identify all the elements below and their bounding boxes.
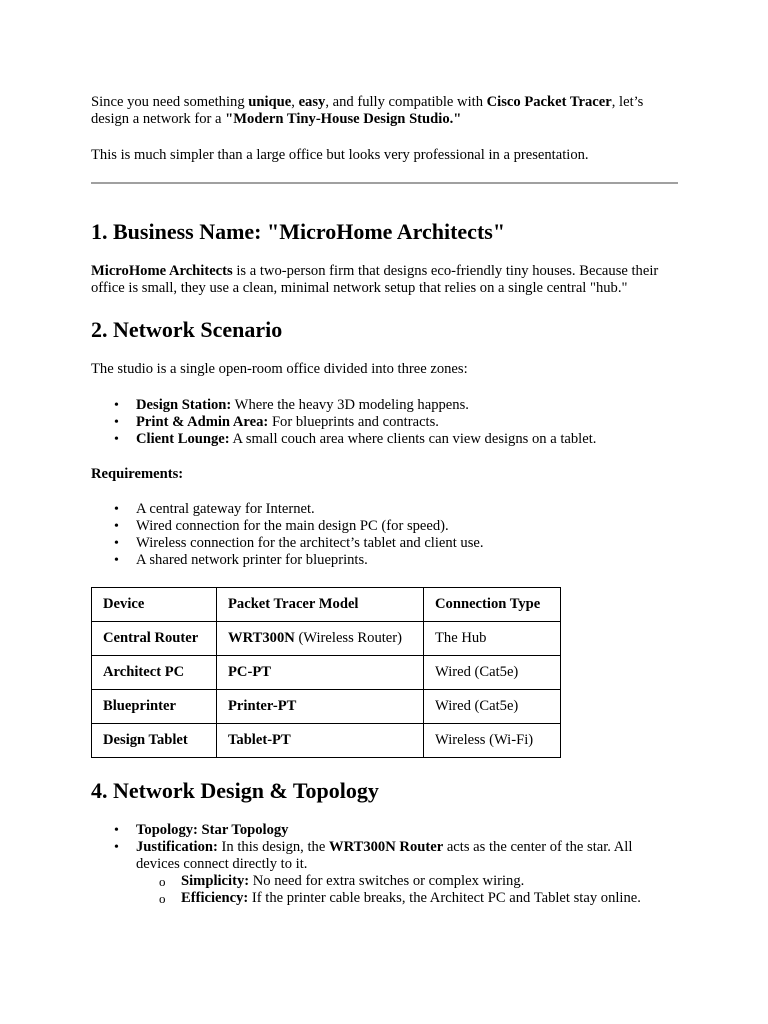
- zone-text: For blueprints and contracts.: [268, 414, 439, 430]
- table-header-cell: [424, 588, 561, 622]
- table-cell: [92, 724, 217, 758]
- device-name: Central Router: [103, 630, 199, 646]
- device-model: Tablet-PT: [228, 732, 291, 748]
- requirements-heading: Requirements:: [91, 466, 184, 482]
- sub-text: No need for extra switches or complex wiring.: [249, 873, 525, 889]
- list-item: [181, 890, 678, 907]
- intro-note: This is much simpler than a large office but looks very professional in a presentation.: [91, 147, 589, 163]
- table-cell: The Hub: [424, 622, 561, 656]
- table-cell: [92, 656, 217, 690]
- section-heading-network-design: 4. Network Design & Topology: [91, 778, 379, 803]
- table-header-row: [92, 588, 561, 622]
- zone-label: Client Lounge:: [136, 431, 230, 447]
- table-cell: [217, 690, 424, 724]
- table-header-cell: [217, 588, 424, 622]
- table-cell: [217, 622, 424, 656]
- header-device: Device: [103, 596, 145, 612]
- scenario-intro: The studio is a single open-room office divided into three zones:: [91, 361, 468, 377]
- table-row: [92, 656, 561, 690]
- list-item: [136, 431, 678, 448]
- requirements-label: [91, 466, 678, 483]
- business-description: [91, 263, 678, 297]
- zone-text: A small couch area where clients can view designs on a tablet.: [229, 431, 597, 447]
- topology-list: [91, 822, 678, 907]
- topology-label: Topology: Star Topology: [136, 822, 289, 838]
- intro-unique: unique: [248, 94, 292, 110]
- justification-sublist: [136, 873, 678, 907]
- list-item: [136, 839, 678, 907]
- section-heading-business-name: 1. Business Name: "MicroHome Architects": [91, 219, 506, 244]
- table-cell: [92, 622, 217, 656]
- header-connection: Connection Type: [435, 596, 541, 612]
- intro-cisco: Cisco Packet Tracer: [486, 94, 612, 110]
- section-heading-network-scenario: 2. Network Scenario: [91, 317, 283, 342]
- list-item: • A shared network printer for blueprints.: [136, 552, 678, 569]
- sub-text: If the printer cable breaks, the Architect PC and Tablet stay online.: [248, 890, 641, 906]
- justification-label: Justification:: [136, 839, 218, 855]
- zone-text: Where the heavy 3D modeling happens.: [231, 397, 469, 413]
- table-cell: Wired (Cat5e): [424, 656, 561, 690]
- table-header-cell: [92, 588, 217, 622]
- list-item: • A central gateway for Internet.: [136, 501, 678, 518]
- table-cell: [92, 690, 217, 724]
- table-row: [92, 690, 561, 724]
- device-model: PC-PT: [228, 664, 271, 680]
- intro-paragraph: [91, 94, 678, 128]
- intro-text: , let’s design a network for a: [91, 94, 644, 127]
- device-name: Design Tablet: [103, 732, 188, 748]
- devices-table: [91, 587, 561, 758]
- justification-router: WRT300N Router: [328, 839, 444, 855]
- table-row: [92, 622, 561, 656]
- intro-text: Since you need something: [91, 94, 249, 110]
- list-item: [136, 397, 678, 414]
- list-item: • Wired connection for the main design PC (for speed).: [136, 518, 678, 535]
- horizontal-rule: [91, 182, 678, 184]
- list-item: [136, 414, 678, 431]
- business-name: MicroHome Architects: [91, 263, 233, 279]
- list-item: [136, 822, 678, 839]
- zone-label: Design Station:: [136, 397, 232, 413]
- intro-text: , and fully compatible with: [325, 94, 487, 110]
- justification-text: acts as the center of the star. All devices connect directly to it.: [136, 839, 633, 872]
- table-cell: Wireless (Wi-Fi): [424, 724, 561, 758]
- table-cell: [217, 724, 424, 758]
- intro-studio: "Modern Tiny-House Design Studio.": [225, 111, 462, 127]
- zones-list: [91, 397, 678, 448]
- business-text: is a two-person firm that designs eco-friendly tiny houses. Because their office is small, they use a clean, minimal network setup that relies on a single central "hub.": [91, 263, 659, 296]
- intro-text: ,: [291, 94, 299, 110]
- header-model: Packet Tracer Model: [228, 596, 359, 612]
- device-name: Architect PC: [103, 664, 185, 680]
- device-name: Blueprinter: [103, 698, 176, 714]
- table-row: [92, 724, 561, 758]
- table-cell: Wired (Cat5e): [424, 690, 561, 724]
- table-cell: [217, 656, 424, 690]
- justification-text: In this design, the: [217, 839, 329, 855]
- sub-label: Simplicity:: [181, 873, 250, 889]
- device-model: Printer-PT: [228, 698, 297, 714]
- list-item: • Wireless connection for the architect’s tablet and client use.: [136, 535, 678, 552]
- intro-easy: easy: [298, 94, 326, 110]
- device-model: WRT300N: [228, 630, 295, 646]
- zone-label: Print & Admin Area:: [136, 414, 269, 430]
- list-item: [181, 873, 678, 890]
- sub-label: Efficiency:: [181, 890, 249, 906]
- device-model-note: (Wireless Router): [294, 630, 403, 646]
- requirements-list: [91, 501, 678, 569]
